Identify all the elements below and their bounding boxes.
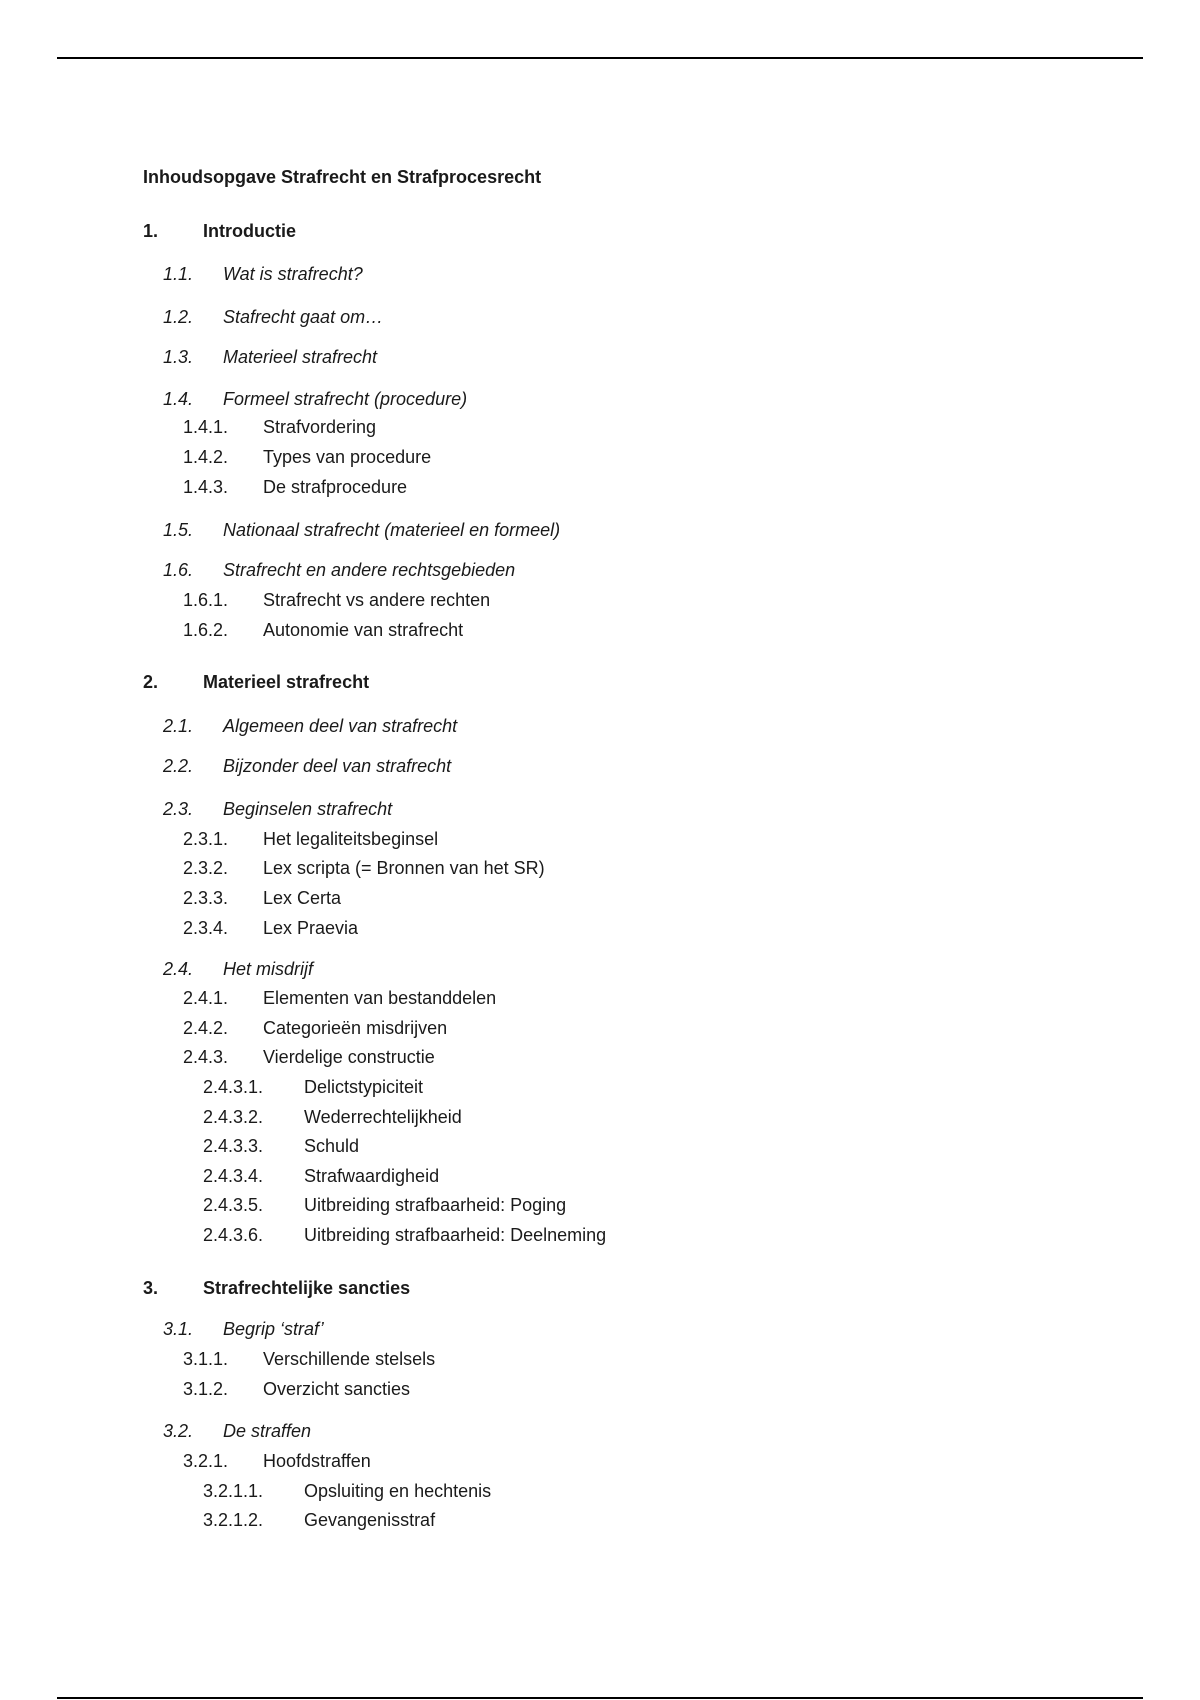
toc-entry-number: 2.4.2. [183, 1018, 229, 1038]
toc-entry-number: 2. [143, 672, 159, 692]
toc-entry-title: Wat is strafrecht? [223, 264, 363, 284]
toc-entry-number: 2.4.3.5. [203, 1195, 264, 1215]
toc-entry-title: Strafrechtelijke sancties [203, 1278, 411, 1298]
toc-entry-title: Strafvordering [263, 417, 377, 437]
toc-entry-number: 2.4.1. [183, 988, 229, 1008]
toc-entry-title: Bijzonder deel van strafrecht [223, 756, 452, 776]
toc-entry-title: Het legaliteitsbeginsel [263, 829, 439, 849]
toc-entry-number: 1.2. [163, 307, 194, 327]
toc-entry-number: 2.2. [163, 756, 194, 776]
toc-entry-title: Lex Certa [263, 888, 342, 908]
toc-entry-title: Types van procedure [263, 447, 432, 467]
toc-entry-title: Lex scripta (= Bronnen van het SR) [263, 858, 545, 878]
header-rule [57, 57, 1143, 59]
toc-entry-title: Materieel strafrecht [223, 347, 378, 367]
toc-entry-title: Wederrechtelijkheid [304, 1107, 462, 1127]
toc-entry-number: 1.4.3. [183, 477, 229, 497]
toc-entry-title: Het misdrijf [223, 959, 314, 979]
toc-entry-title: Opsluiting en hechtenis [304, 1481, 492, 1501]
toc-entry-number: 1.4. [163, 389, 194, 409]
toc-entry-title: Autonomie van strafrecht [263, 620, 464, 640]
toc-entry-number: 2.4.3.3. [203, 1136, 264, 1156]
toc-entry-number: 3.1. [163, 1319, 194, 1339]
toc-entry-number: 2.3.4. [183, 918, 229, 938]
toc-entry-title: De straffen [223, 1421, 312, 1441]
toc-entry-number: 1.3. [163, 347, 194, 367]
toc-entry-title: Schuld [304, 1136, 360, 1156]
toc-entry-title: Introductie [203, 221, 296, 241]
toc-entry-number: 2.3.2. [183, 858, 229, 878]
toc-entry-number: 3.2.1.1. [203, 1481, 264, 1501]
toc-entry-number: 1.4.1. [183, 417, 229, 437]
toc-entry-title: Categorieën misdrijven [263, 1018, 448, 1038]
toc-entry-title: Beginselen strafrecht [223, 799, 393, 819]
toc-entry-number: 2.4.3.1. [203, 1077, 264, 1097]
toc-entry-number: 1. [143, 221, 159, 241]
toc-entry-number: 3.2.1. [183, 1451, 229, 1471]
toc-entry-number: 2.4.3.4. [203, 1166, 264, 1186]
toc-entry-title: Delictstypiciteit [304, 1077, 424, 1097]
toc-entry-number: 2.1. [163, 716, 194, 736]
toc-entry-number: 3. [143, 1278, 159, 1298]
toc-entry-title: Vierdelige constructie [263, 1047, 435, 1067]
toc-entry-number: 3.2.1.2. [203, 1510, 264, 1530]
toc-entry-number: 3.2. [163, 1421, 194, 1441]
toc-entry-title: Gevangenisstraf [304, 1510, 436, 1530]
footer-rule [57, 1697, 1143, 1699]
toc-entry-title: Stafrecht gaat om… [223, 307, 384, 327]
toc-entry-title: De strafprocedure [263, 477, 408, 497]
toc-entry-number: 1.6. [163, 560, 194, 580]
toc-entry-number: 2.4.3.2. [203, 1107, 264, 1127]
toc-entry-title: Uitbreiding strafbaarheid: Poging [304, 1195, 567, 1215]
toc-entry-title: Strafrecht vs andere rechten [263, 590, 491, 610]
toc-entry-title: Overzicht sancties [263, 1379, 411, 1399]
toc-entry-title: Strafrecht en andere rechtsgebieden [223, 560, 516, 580]
toc-entry-title: Nationaal strafrecht (materieel en formeel) [223, 520, 561, 540]
toc-entry-title: Hoofdstraffen [263, 1451, 371, 1471]
toc-entry-title: Uitbreiding strafbaarheid: Deelneming [304, 1225, 607, 1245]
toc-entry-title: Materieel strafrecht [203, 672, 370, 692]
toc-entry-number: 3.1.1. [183, 1349, 229, 1369]
toc-entry-title: Begrip ‘straf’ [223, 1319, 324, 1339]
toc-entry-number: 1.6.2. [183, 620, 229, 640]
toc-entry-number: 1.5. [163, 520, 194, 540]
toc-entry-number: 2.4.3.6. [203, 1225, 264, 1245]
toc-entry-number: 2.4. [163, 959, 194, 979]
toc-entry-title: Strafwaardigheid [304, 1166, 440, 1186]
toc-entry-title: Verschillende stelsels [263, 1349, 436, 1369]
document-title: Inhoudsopgave Strafrecht en Strafprocesrecht [143, 167, 542, 187]
toc-entry-title: Lex Praevia [263, 918, 359, 938]
toc-entry-title: Algemeen deel van strafrecht [223, 716, 458, 736]
toc-entry-number: 1.4.2. [183, 447, 229, 467]
toc-entry-title: Elementen van bestanddelen [263, 988, 497, 1008]
toc-entry-number: 3.1.2. [183, 1379, 229, 1399]
toc-entry-number: 1.1. [163, 264, 194, 284]
toc-entry-number: 2.3. [163, 799, 194, 819]
toc-entry-number: 1.6.1. [183, 590, 229, 610]
toc-entry-number: 2.3.3. [183, 888, 229, 908]
toc-entry-number: 2.3.1. [183, 829, 229, 849]
toc-entry-number: 2.4.3. [183, 1047, 229, 1067]
toc-entry-title: Formeel strafrecht (procedure) [223, 389, 468, 409]
